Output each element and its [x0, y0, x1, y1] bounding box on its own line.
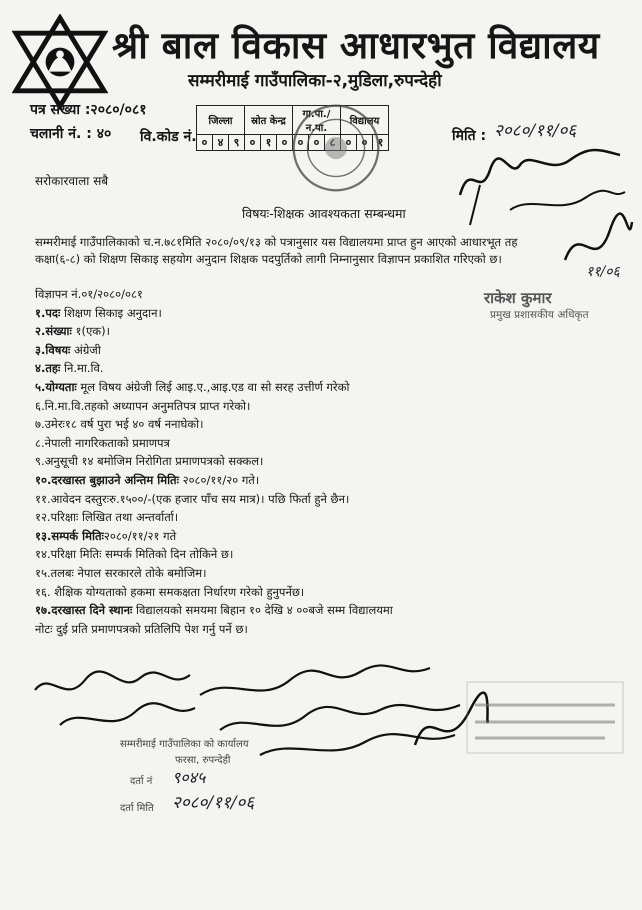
- list-item: ४.तहः नि.मा.वि.: [35, 361, 104, 376]
- faded-office-stamp-icon: [465, 680, 625, 755]
- ad-number: विज्ञापन नं.०१/२०८०/०८१: [35, 287, 143, 301]
- list-item: १.पदः शिक्षण सिकाइ अनुदान।: [35, 305, 162, 320]
- list-item: १३.सम्पर्क मितिः२०८०/११/२१ गते: [35, 528, 177, 543]
- darta-date: २०८०/११/०६: [172, 793, 255, 813]
- list-item: १५.तलबः नेपाल सरकारले तोके बमोजिम।: [35, 565, 207, 580]
- code-digit: १: [261, 135, 277, 151]
- officer-title-stamp: प्रमुख प्रशासकीय अधिकृत: [490, 309, 589, 321]
- list-item: १०.दरखास्त बुझाउने अन्तिम मितिः २०८०/११/२० गते।: [35, 472, 260, 487]
- darta-date-label: दर्ता मिति: [120, 803, 154, 814]
- code-digit: ०: [341, 135, 357, 151]
- darta-number: ९०४५: [172, 768, 206, 787]
- office-stamp-line: सम्मरीमाई गाउँपालिका को कार्यालय: [120, 739, 249, 750]
- school-address: सम्मरीमाई गाउँपालिका-२,मुडिला,रुपन्देही: [188, 71, 442, 91]
- list-item: ६.नि.मा.वि.तहको अध्यापन अनुमतिपत्र प्राप्त गरेको।: [35, 398, 251, 413]
- list-item: ७.उमेरः१८ वर्ष पुरा भई ४० वर्ष ननाघेको।: [35, 417, 204, 432]
- school-name: श्री बाल विकास आधारभुत विद्यालय: [112, 24, 600, 67]
- list-item: ११.आवेदन दस्तुरःरु.१५००/-(एक हजार पाँच सय मात्र)। पछि फिर्ता हुने छैन।: [35, 491, 350, 506]
- list-item: १२.परिक्षाः लिखित तथा अन्तर्वार्ता।: [35, 510, 179, 525]
- addressee: सरोकारवाला सबै: [35, 174, 109, 188]
- intro-line: कक्षा(६-८) को शिक्षण सिकाइ सहयोग अनुदान शिक्षक पदपुर्तिको लागी निम्नानुसार विज्ञापन प्रकाशित गरिएको छ।: [35, 252, 502, 266]
- code-digit: ४: [213, 135, 229, 151]
- list-item: १४.परिक्षा मितिः सम्पर्क मितिको दिन तोकिने छ।: [35, 547, 234, 562]
- note: नोटः दुई प्रति प्रमाणपत्रको प्रतिलिपि पेश गर्नु पर्ने छ।: [35, 621, 248, 636]
- code-digit: ०: [197, 135, 213, 151]
- code-header-district: जिल्ला: [197, 106, 245, 135]
- subject-text: -शिक्षक आवश्यकता सम्बन्धमा: [269, 206, 406, 221]
- dispatch-number: चलानी नं. : ४०: [30, 126, 112, 142]
- code-digit: ०: [245, 135, 261, 151]
- ad-details: [35, 287, 615, 637]
- darta-number-label: दर्ता नं: [130, 776, 153, 787]
- list-item: २.संख्याः १(एक)।: [35, 324, 110, 339]
- code-header-municipality: गा.पा./न.पा.: [293, 106, 341, 135]
- code-digit: ०: [357, 135, 373, 151]
- list-item: ८.नेपाली नागरिकताको प्रमाणपत्र: [35, 435, 170, 450]
- list-item: ५.योग्यताः मूल विषय अंग्रेजी लिई आइ.ए.,आइ.एड वा सो सरह उत्तीर्ण गरेको: [35, 379, 350, 394]
- code-digit: ०: [277, 135, 293, 151]
- officer-name-stamp: राकेश कुमार: [484, 289, 552, 307]
- list-item: ९.अनुसूची १४ बमोजिम निरोगिता प्रमाणपत्रको सक्कल।: [35, 454, 264, 469]
- school-emblem-icon: [12, 14, 108, 110]
- date-label: मिति :: [452, 128, 487, 144]
- intro-line: सम्मरीमाई गाउँपालिकाको च.न.७८१मिति २०८०/०९/१३ को पत्रानुसार यस विद्यालयमा प्राप्त हुन आएको आधारभूत तह: [35, 235, 518, 249]
- code-header-resource-center: स्रोत केन्द्र: [245, 106, 293, 135]
- code-digit: ०: [309, 135, 325, 151]
- intro-paragraph: [35, 234, 600, 268]
- office-stamp-line: फरसा, रुपन्देही: [175, 755, 231, 766]
- list-item: १७.दरखास्त दिने स्थानः विद्यालयको समयमा बिहान १० देखि ४ ००बजे सम्म विद्यालयमा: [35, 603, 393, 618]
- right-sign-date: ११/०६: [586, 264, 620, 280]
- subject-label: विषयः: [242, 206, 270, 221]
- code-digit: ०: [293, 135, 309, 151]
- school-code-label: वि.कोड नं.: [140, 129, 197, 145]
- code-header-school: विद्यालय: [341, 106, 389, 135]
- list-item: ३.विषयः अंग्रेजी: [35, 342, 101, 357]
- date-value: २०८०/११/०६: [494, 121, 577, 141]
- subject-line: [242, 205, 406, 222]
- handwritten-note-icon: [30, 650, 490, 770]
- letter-number: पत्र संख्या :२०८०/०८१: [30, 102, 147, 118]
- code-digit: ९: [229, 135, 245, 151]
- code-digit: १: [373, 135, 389, 151]
- school-round-stamp-icon: [290, 102, 382, 194]
- list-item: १६. शैक्षिक योग्यताको हकमा समकक्षता निर्धारण गरेको हुनुपर्नेछ।: [35, 584, 305, 599]
